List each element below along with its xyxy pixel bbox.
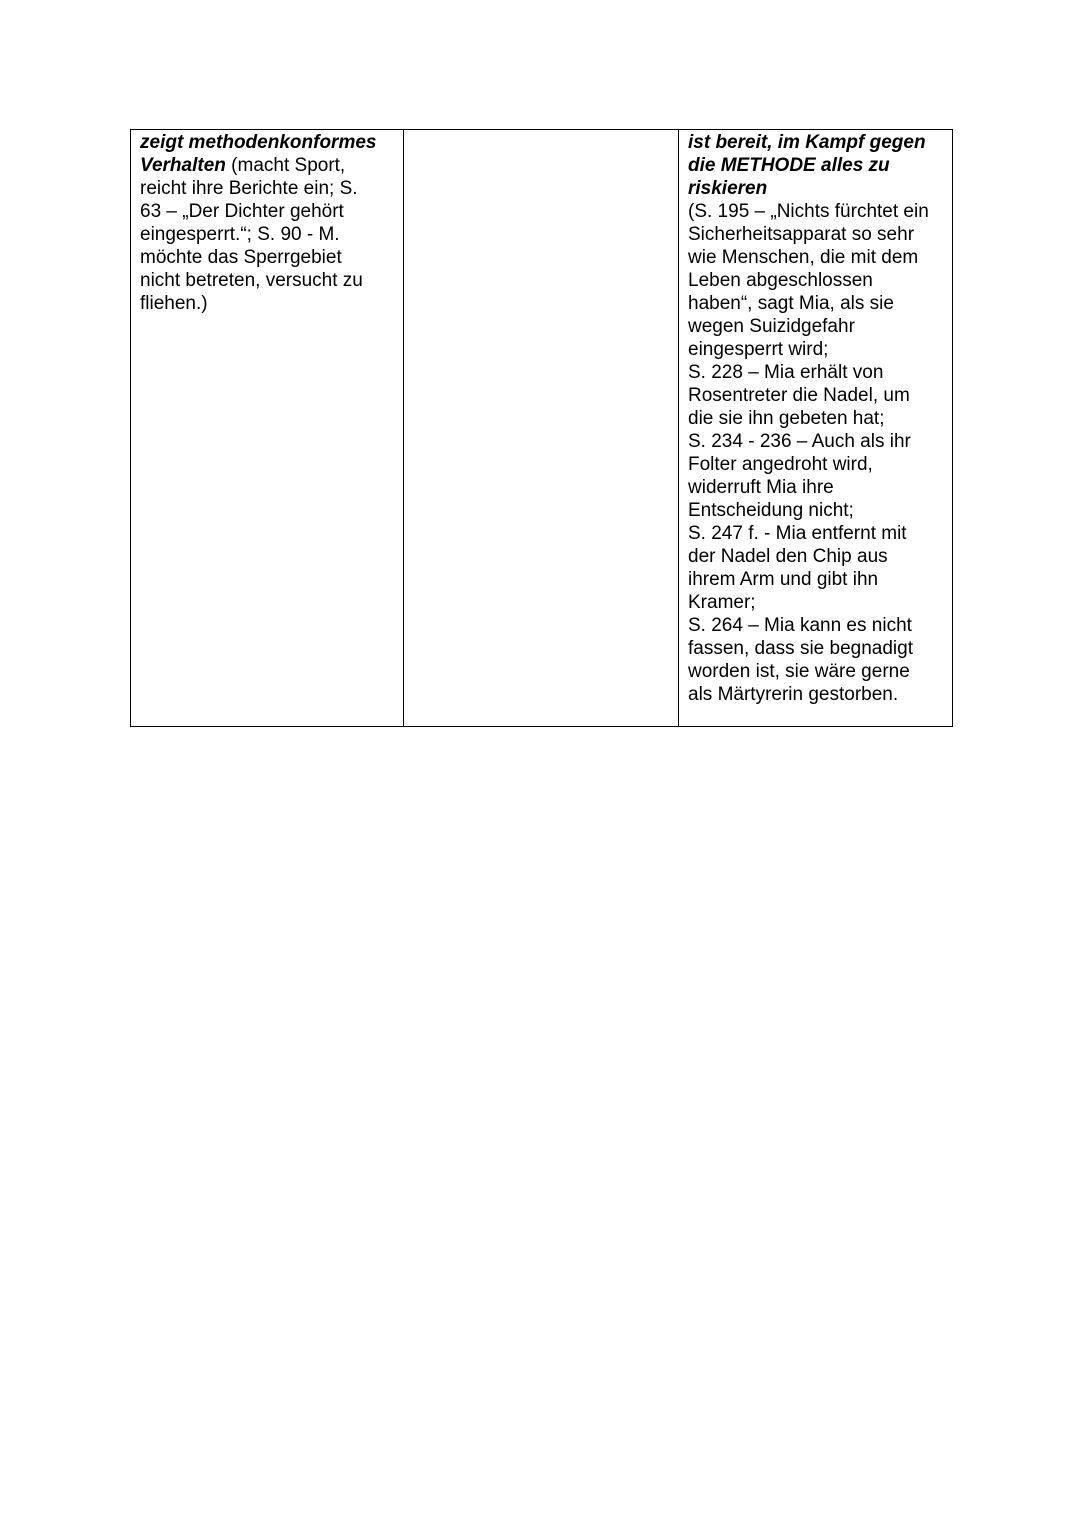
emphasized-text: die METHODE alles zu	[688, 155, 890, 176]
text-line	[140, 223, 403, 246]
body-text: S. 247 f. - Mia entfernt mit	[688, 523, 907, 544]
emphasized-text: riskieren	[688, 178, 768, 199]
body-text: worden ist, sie wäre gerne	[688, 661, 910, 682]
emphasized-text: zeigt methodenkonformes	[140, 132, 377, 153]
body-text: (S. 195 – „Nichts fürchtet ein	[688, 201, 929, 222]
text-line	[688, 407, 952, 430]
body-text: als Märtyrerin gestorben.	[688, 684, 899, 705]
text-line	[688, 315, 952, 338]
body-text: S. 234 - 236 – Auch als ihr	[688, 431, 911, 452]
text-line	[140, 177, 403, 200]
table-cell-column-1	[131, 130, 404, 726]
text-line	[140, 200, 403, 223]
document-table	[130, 129, 953, 727]
text-line	[688, 522, 952, 545]
text-line	[140, 131, 403, 154]
text-line	[688, 154, 952, 177]
table-cell-column-2	[404, 130, 679, 726]
text-line	[688, 269, 952, 292]
body-text: fassen, dass sie begnadigt	[688, 638, 913, 659]
text-line	[688, 430, 952, 453]
body-text: möchte das Sperrgebiet	[140, 247, 342, 268]
body-text: Folter angedroht wird,	[688, 454, 873, 475]
body-text: haben“, sagt Mia, als sie	[688, 293, 894, 314]
body-text: Kramer;	[688, 592, 756, 613]
text-line	[688, 476, 952, 499]
text-line	[688, 499, 952, 522]
body-text: (macht Sport,	[225, 155, 346, 176]
text-line	[688, 614, 952, 637]
body-text: S. 264 – Mia kann es nicht	[688, 615, 912, 636]
text-line	[688, 131, 952, 154]
body-text: Sicherheitsapparat so sehr	[688, 224, 915, 245]
text-line	[688, 246, 952, 269]
body-text: der Nadel den Chip aus	[688, 546, 888, 567]
body-text: widerruft Mia ihre	[688, 477, 834, 498]
text-line	[688, 683, 952, 706]
body-text: reicht ihre Berichte ein; S.	[140, 178, 358, 199]
text-line	[688, 384, 952, 407]
body-text: Entscheidung nicht;	[688, 500, 854, 521]
body-text: eingesperrt.“; S. 90 - M.	[140, 224, 340, 245]
text-line	[688, 453, 952, 476]
text-line	[688, 361, 952, 384]
text-line	[688, 660, 952, 683]
text-line	[688, 637, 952, 660]
emphasized-text: ist bereit, im Kampf gegen	[688, 132, 926, 153]
body-text: Rosentreter die Nadel, um	[688, 385, 910, 406]
text-line	[688, 292, 952, 315]
text-line	[140, 292, 403, 315]
text-line	[688, 568, 952, 591]
emphasized-text: Verhalten	[140, 155, 226, 176]
text-line	[688, 591, 952, 614]
body-text: fliehen.)	[140, 293, 208, 314]
body-text: eingesperrt wird;	[688, 339, 829, 360]
text-line	[688, 338, 952, 361]
text-line	[688, 223, 952, 246]
body-text: Leben abgeschlossen	[688, 270, 873, 291]
body-text: die sie ihn gebeten hat;	[688, 408, 885, 429]
text-line	[688, 200, 952, 223]
body-text: ihrem Arm und gibt ihn	[688, 569, 879, 590]
text-line	[140, 154, 403, 177]
body-text: wie Menschen, die mit dem	[688, 247, 919, 268]
body-text: S. 228 – Mia erhält von	[688, 362, 884, 383]
text-line	[140, 246, 403, 269]
body-text: 63 – „Der Dichter gehört	[140, 201, 344, 222]
text-line	[140, 269, 403, 292]
body-text: nicht betreten, versucht zu	[140, 270, 363, 291]
text-line	[688, 545, 952, 568]
body-text: wegen Suizidgefahr	[688, 316, 855, 337]
table-cell-column-3	[679, 130, 952, 726]
text-line	[688, 177, 952, 200]
